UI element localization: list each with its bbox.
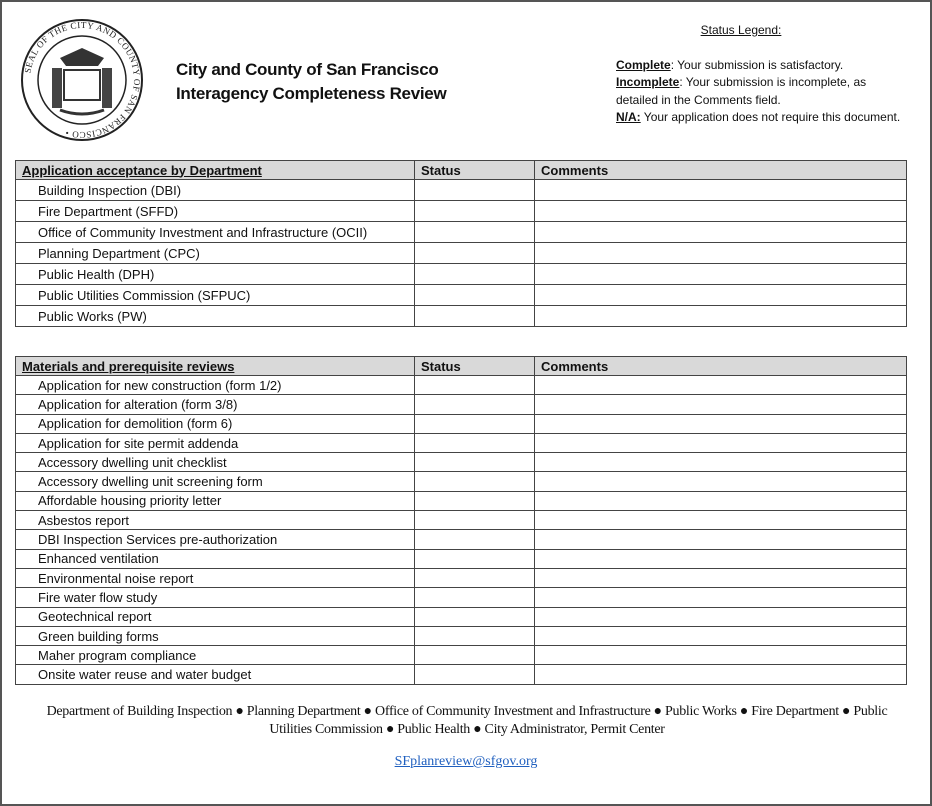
- row-label: Fire water flow study: [16, 588, 415, 607]
- city-seal-logo: [20, 18, 144, 142]
- table-row: [16, 665, 907, 684]
- row-label: Application for alteration (form 3/8): [16, 395, 415, 414]
- row-label: Environmental noise report: [16, 568, 415, 587]
- comments-cell[interactable]: [535, 264, 907, 285]
- status-cell[interactable]: [415, 180, 535, 201]
- row-label: Onsite water reuse and water budget: [16, 665, 415, 684]
- row-label: Public Health (DPH): [16, 264, 415, 285]
- email-link[interactable]: SFplanreview@sfgov.org: [394, 754, 538, 769]
- document-title: [176, 58, 446, 106]
- table-row: [16, 453, 907, 472]
- comments-cell[interactable]: [535, 433, 907, 452]
- table-row: [16, 376, 907, 395]
- row-label: Application for demolition (form 6): [16, 414, 415, 433]
- legend-text: : Your submission is satisfactory.: [670, 57, 844, 72]
- table-row: [16, 201, 907, 222]
- comments-cell[interactable]: [535, 549, 907, 568]
- title-line-1: City and County of San Francisco: [176, 60, 439, 79]
- comments-cell[interactable]: [535, 511, 907, 530]
- row-label: Geotechnical report: [16, 607, 415, 626]
- row-label: Public Works (PW): [16, 306, 415, 327]
- status-cell[interactable]: [415, 285, 535, 306]
- comments-cell[interactable]: [535, 285, 907, 306]
- status-cell[interactable]: [415, 376, 535, 395]
- status-cell[interactable]: [415, 472, 535, 491]
- row-label: Application for site permit addenda: [16, 433, 415, 452]
- row-label: Asbestos report: [16, 511, 415, 530]
- table-row: [16, 414, 907, 433]
- legend-text: Your application does not require this document.: [640, 110, 901, 124]
- title-line-2: Interagency Completeness Review: [176, 84, 447, 103]
- legend-complete: [616, 57, 906, 75]
- row-label: Enhanced ventilation: [16, 549, 415, 568]
- status-cell[interactable]: [415, 626, 535, 645]
- comments-cell[interactable]: [535, 376, 907, 395]
- comments-cell[interactable]: [535, 306, 907, 327]
- row-label: Planning Department (CPC): [16, 243, 415, 264]
- status-cell[interactable]: [415, 511, 535, 530]
- comments-cell[interactable]: [535, 222, 907, 243]
- comments-cell[interactable]: [535, 491, 907, 510]
- status-cell[interactable]: [415, 568, 535, 587]
- column-header-status: Status: [415, 357, 535, 376]
- row-label: Affordable housing priority letter: [16, 491, 415, 510]
- comments-cell[interactable]: [535, 180, 907, 201]
- legend-term: N/A:: [616, 110, 641, 124]
- row-label: Public Utilities Commission (SFPUC): [16, 285, 415, 306]
- status-cell[interactable]: [415, 243, 535, 264]
- comments-cell[interactable]: [535, 588, 907, 607]
- status-cell[interactable]: [415, 264, 535, 285]
- column-header-comments: Comments: [535, 161, 907, 180]
- table-row: [16, 626, 907, 645]
- column-header-status: Status: [415, 161, 535, 180]
- row-label: Office of Community Investment and Infrastructure (OCII): [16, 222, 415, 243]
- table-row: [16, 491, 907, 510]
- comments-cell[interactable]: [535, 395, 907, 414]
- column-header-material: Materials and prerequisite reviews: [16, 357, 415, 376]
- status-cell[interactable]: [415, 395, 535, 414]
- footer-agencies: Department of Building Inspection ● Planning Department ● Office of Community Investment and Infrastructure ● Public Works ● Fire Department ● Public Utilities Commission ● Public Health ● City Administrator, Permit Center: [46, 704, 888, 737]
- row-label: Accessory dwelling unit screening form: [16, 472, 415, 491]
- legend-term: Complete: [616, 57, 671, 72]
- legend-incomplete: [616, 74, 906, 109]
- departments-table: [15, 160, 907, 327]
- status-cell[interactable]: [415, 530, 535, 549]
- table-row: [16, 264, 907, 285]
- legend-title: Status Legend:: [700, 23, 782, 37]
- status-cell[interactable]: [415, 222, 535, 243]
- status-cell[interactable]: [415, 646, 535, 665]
- status-cell[interactable]: [415, 433, 535, 452]
- table-row: [16, 222, 907, 243]
- column-header-comments: Comments: [535, 357, 907, 376]
- legend-na: [616, 109, 906, 127]
- table-row: [16, 511, 907, 530]
- comments-cell[interactable]: [535, 472, 907, 491]
- table-row: [16, 607, 907, 626]
- table-row: [16, 646, 907, 665]
- row-label: Green building forms: [16, 626, 415, 645]
- status-cell[interactable]: [415, 414, 535, 433]
- row-label: Application for new construction (form 1/2): [16, 376, 415, 395]
- comments-cell[interactable]: [535, 243, 907, 264]
- status-cell[interactable]: [415, 607, 535, 626]
- table-row: [16, 433, 907, 452]
- status-cell[interactable]: [415, 491, 535, 510]
- table-row: [16, 395, 907, 414]
- status-legend: [616, 22, 906, 127]
- comments-cell[interactable]: [535, 530, 907, 549]
- row-label: Accessory dwelling unit checklist: [16, 453, 415, 472]
- comments-cell[interactable]: [535, 414, 907, 433]
- table-row: [16, 472, 907, 491]
- table-row: [16, 568, 907, 587]
- legend-text: : Your submission is incomplete, as detailed in the Comments field.: [616, 75, 867, 107]
- comments-cell[interactable]: [535, 665, 907, 684]
- svg-text:SEAL OF THE CITY AND COUNTY OF: SEAL OF THE CITY AND COUNTY OF SAN FRANCISCO •: [22, 19, 143, 141]
- table-row: [16, 530, 907, 549]
- status-cell[interactable]: [415, 588, 535, 607]
- status-cell[interactable]: [415, 665, 535, 684]
- column-header-department: Application acceptance by Department: [16, 161, 415, 180]
- row-label: DBI Inspection Services pre-authorization: [16, 530, 415, 549]
- comments-cell[interactable]: [535, 607, 907, 626]
- comments-cell[interactable]: [535, 646, 907, 665]
- comments-cell[interactable]: [535, 453, 907, 472]
- status-cell[interactable]: [415, 306, 535, 327]
- status-cell[interactable]: [415, 453, 535, 472]
- table-row: [16, 243, 907, 264]
- status-cell[interactable]: [415, 201, 535, 222]
- row-label: Building Inspection (DBI): [16, 180, 415, 201]
- table-row: [16, 306, 907, 327]
- row-label: Maher program compliance: [16, 646, 415, 665]
- table-row: [16, 180, 907, 201]
- table-row: [16, 549, 907, 568]
- status-cell[interactable]: [415, 549, 535, 568]
- legend-term: Incomplete: [616, 75, 680, 89]
- comments-cell[interactable]: [535, 626, 907, 645]
- row-label: Fire Department (SFFD): [16, 201, 415, 222]
- comments-cell[interactable]: [535, 568, 907, 587]
- table-row: [16, 588, 907, 607]
- table-row: [16, 285, 907, 306]
- comments-cell[interactable]: [535, 201, 907, 222]
- materials-table: [15, 356, 907, 685]
